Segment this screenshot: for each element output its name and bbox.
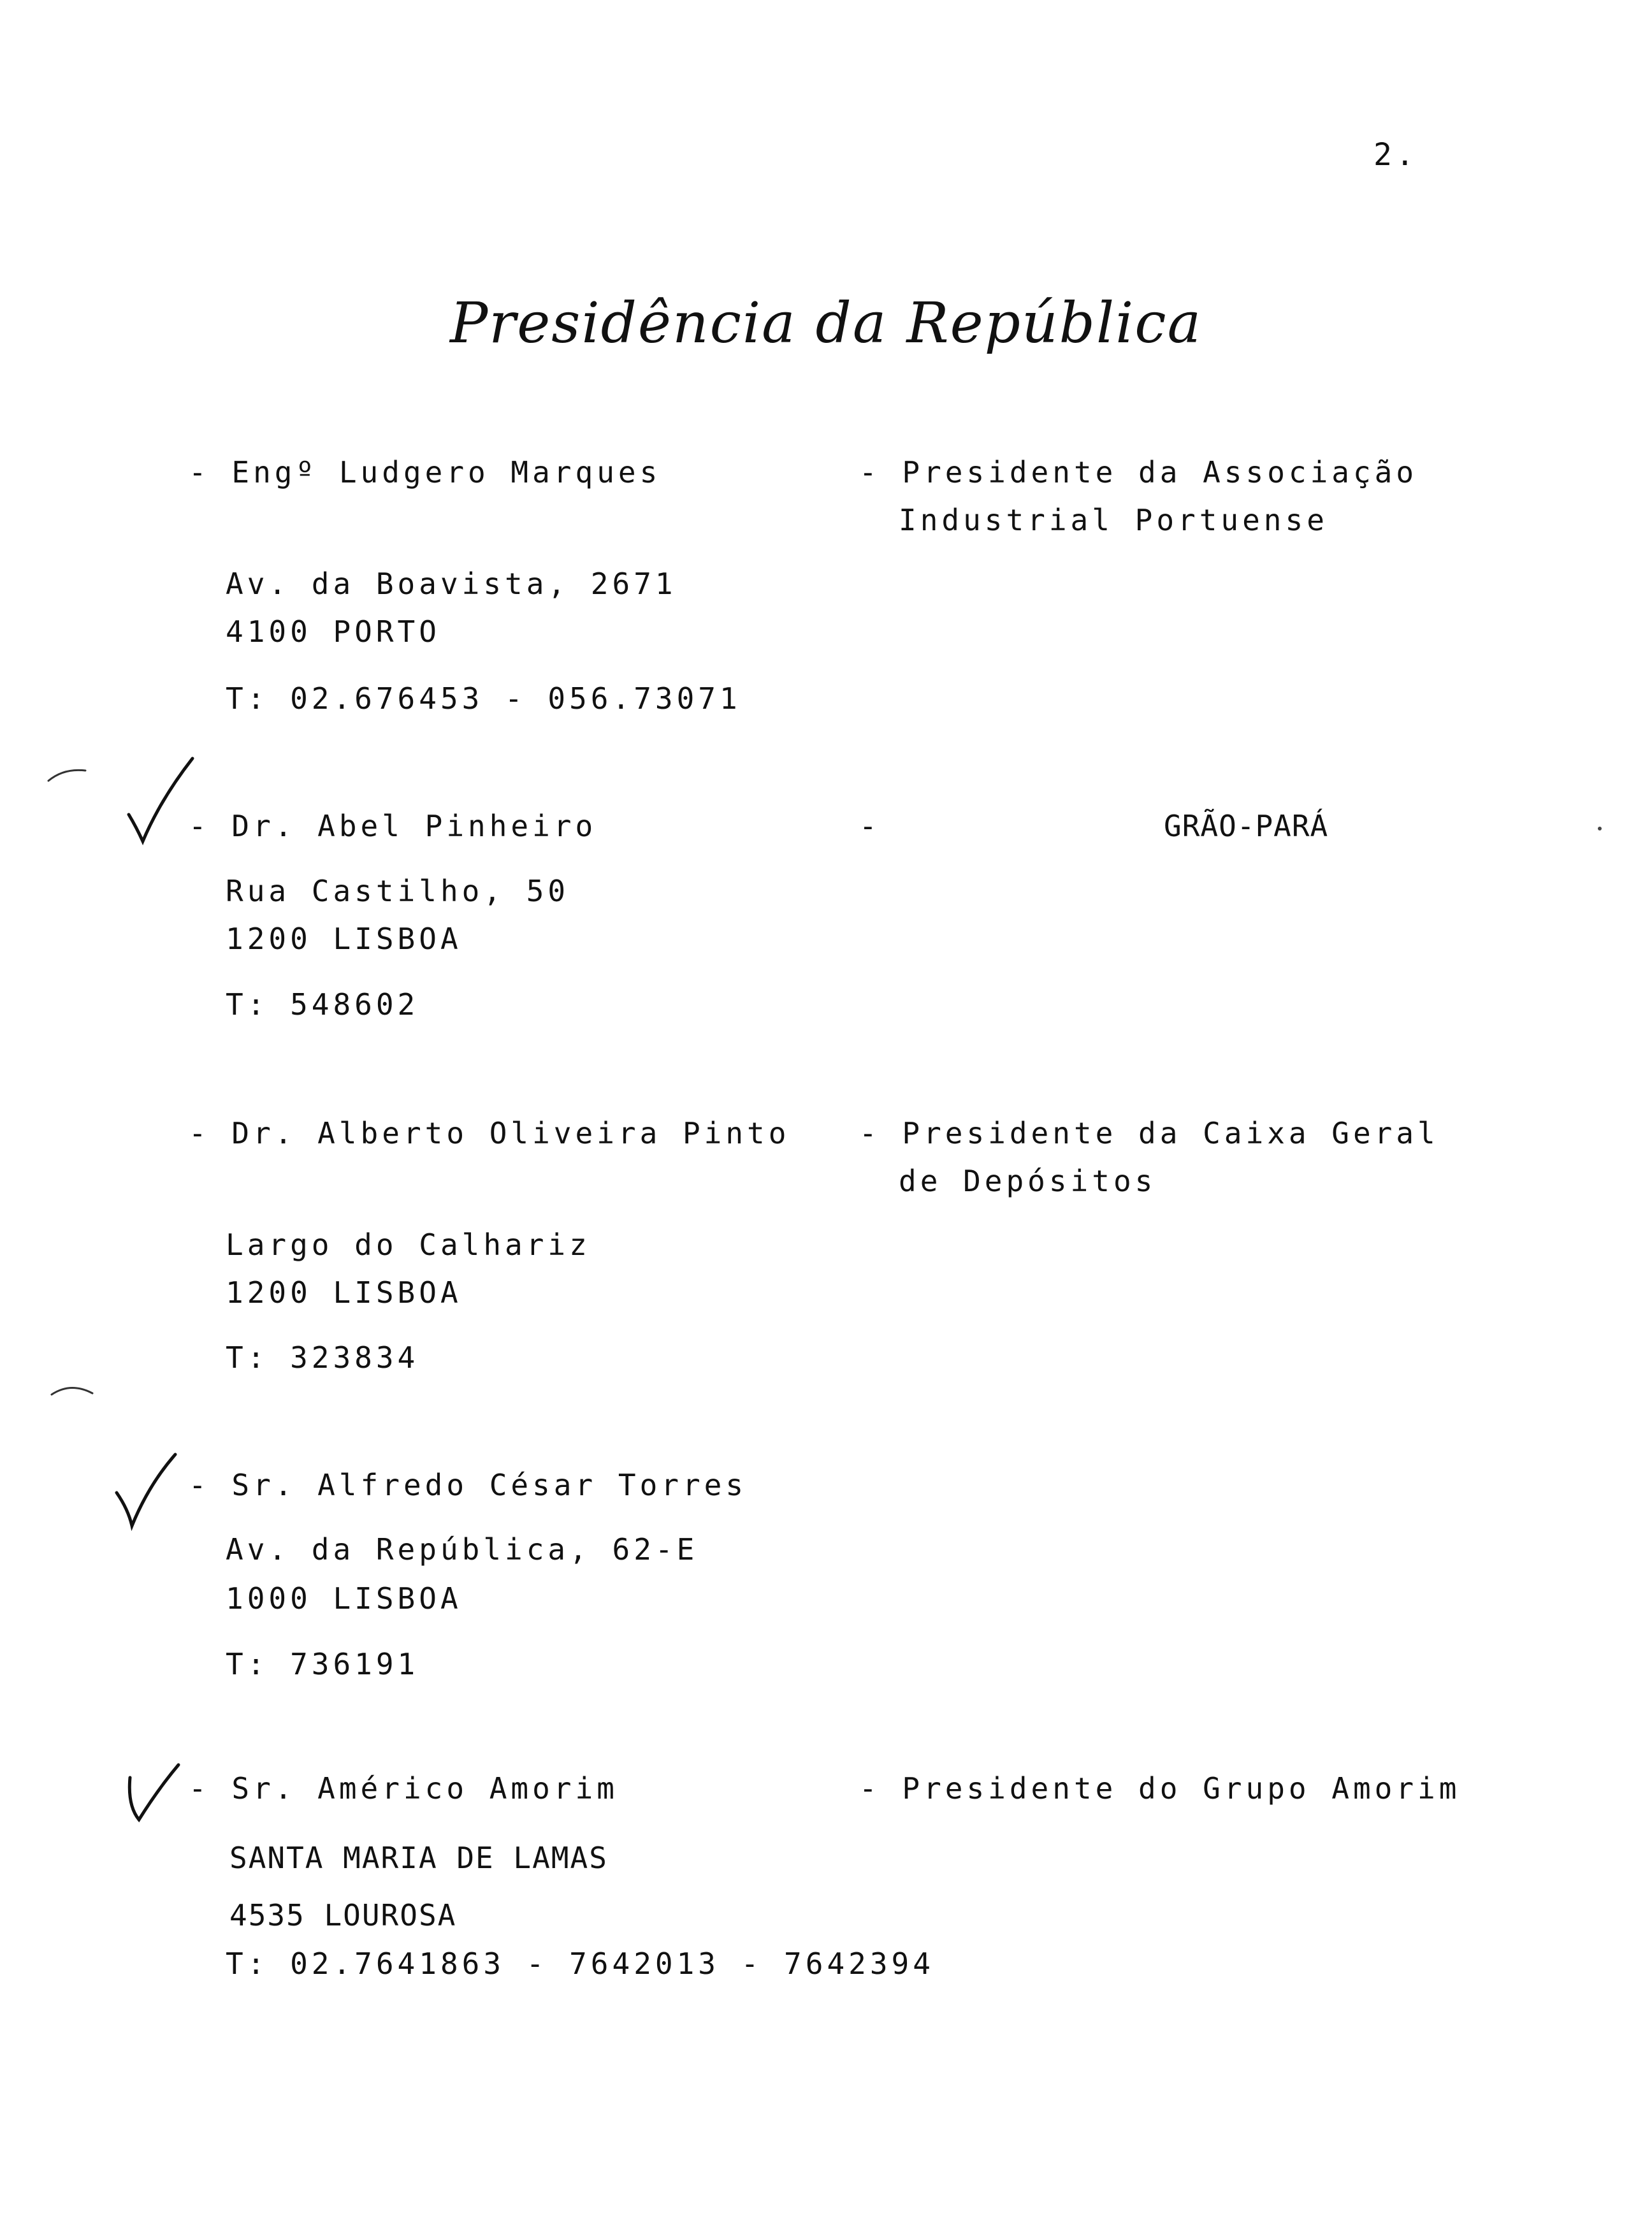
entry-role: - Presidente do Grupo Amorim xyxy=(859,1771,1461,1806)
entry-address: 4535 LOUROSA xyxy=(229,1898,457,1932)
entry-address: 4100 PORTO xyxy=(226,614,440,649)
entry-name: - Dr. Abel Pinheiro xyxy=(189,809,597,843)
entry-phone: T: 548602 xyxy=(226,987,419,1022)
entry-address: Largo do Calhariz xyxy=(226,1228,591,1262)
margin-mark xyxy=(45,762,96,787)
checkmark-icon xyxy=(121,752,204,854)
entry-address: Av. da República, 62-E xyxy=(226,1532,699,1567)
entry-role: - Presidente da Caixa Geral xyxy=(859,1116,1439,1150)
entry-address: Av. da Boavista, 2671 xyxy=(226,567,677,601)
entry-role: Industrial Portuense xyxy=(899,503,1328,537)
entry-address: 1200 LISBOA xyxy=(226,1275,462,1310)
entry-phone: T: 02.676453 - 056.73071 xyxy=(226,681,741,716)
entry-role: - xyxy=(859,809,881,843)
entry-role: GRÃO-PARÁ xyxy=(1164,809,1329,843)
entry-phone: T: 323834 xyxy=(226,1340,419,1375)
entry-role: de Depósitos xyxy=(899,1164,1157,1198)
entry-phone: T: 736191 xyxy=(226,1647,419,1681)
letterhead: Presidência da República xyxy=(449,290,1203,356)
entry-address: 1000 LISBOA xyxy=(226,1581,462,1616)
speck-mark xyxy=(1593,822,1606,835)
entry-role: - Presidente da Associação xyxy=(859,455,1418,489)
checkmark-icon xyxy=(112,1447,188,1536)
page-number: 2. xyxy=(1373,137,1418,173)
margin-mark xyxy=(48,1377,105,1402)
entry-address: Rua Castilho, 50 xyxy=(226,874,570,908)
entry-address: SANTA MARIA DE LAMAS xyxy=(229,1841,608,1875)
entry-name: - Sr. Alfredo César Torres xyxy=(189,1468,748,1502)
entry-address: 1200 LISBOA xyxy=(226,922,462,956)
entry-name: - Sr. Américo Amorim xyxy=(189,1771,618,1806)
entry-name: - Engº Ludgero Marques xyxy=(189,455,662,489)
checkmark-icon xyxy=(121,1756,191,1832)
entry-name: - Dr. Alberto Oliveira Pinto xyxy=(189,1116,790,1150)
entry-phone: T: 02.7641863 - 7642013 - 7642394 xyxy=(226,1946,934,1981)
